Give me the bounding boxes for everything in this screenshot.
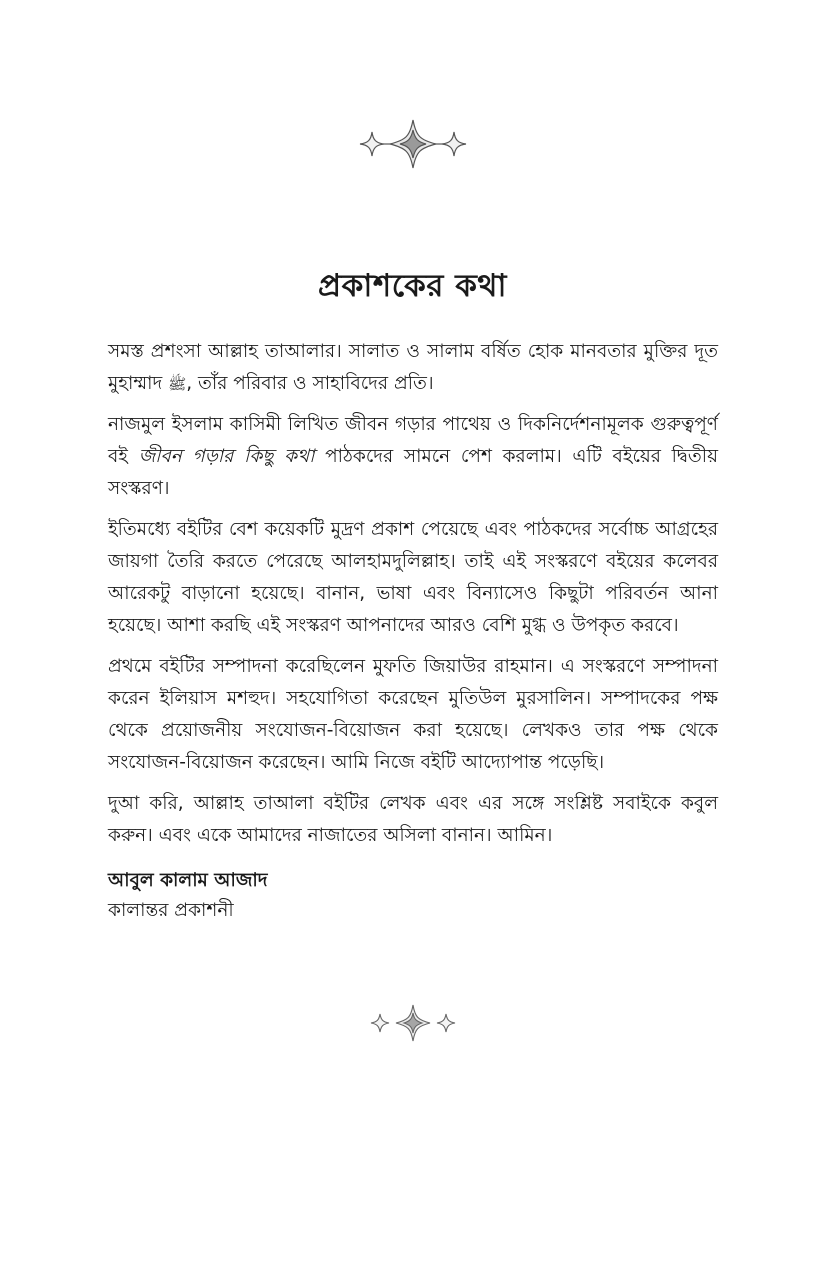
paragraph-4: প্রথমে বইটির সম্পাদনা করেছিলেন মুফতি জিয়াউর রাহমান। এ সংস্করণে সম্পাদনা করেন ইলিয়াস মশহুদ। সহযোগিতা করেছেন মুতিউল মুরসালিন। সম্পাদকের পক্ষ থেকে প্রয়োজনীয় সংযোজন-বিয়োজন করা হয়েছে। লেখকও তার পক্ষ থেকে সংযোজন-বিয়োজন করেছেন। আমি নিজে বইটি আদ্যোপান্ত পড়েছি। [108,656,718,773]
signature-block [108,866,268,926]
body-text [108,336,718,861]
bottom-ornament [0,1003,825,1043]
paragraph-1-start: সমস্ত প্রশংসা আল্লাহ তাআলার। সালাত ও সালাম বর্ষিত হোক মানবতার মুক্তির দূত মুহাম্মাদ [108,341,718,394]
paragraph-1 [108,336,718,400]
author-name: আবুল কালাম আজাদ [108,870,268,891]
salawat-glyph: ﷺ [168,375,187,393]
star-flourish-icon [358,118,468,170]
paragraph-1-end: , তাঁর পরিবার ও সাহাবিদের প্রতি। [186,373,434,394]
paragraph-5: দুআ করি, আল্লাহ তাআলা বইটির লেখক এবং এর সঙ্গে সংশ্লিষ্ট সবাইকে কবুল করুন। এবং একে আমাদের নাজাতের অসিলা বানান। আমিন। [108,793,718,846]
top-ornament [0,118,825,170]
paragraph-3: ইতিমধ্যে বইটির বেশ কয়েকটি মুদ্রণ প্রকাশ পেয়েছে এবং পাঠকদের সর্বোচ্চ আগ্রহের জায়গা তৈরি করতে পেরেছে আলহামদুলিল্লাহ। তাই এই সংস্করণে বইয়ের কলেবর আরেকটু বাড়ানো হয়েছে। বানান, ভাষা এবং বিন্যাসেও কিছুটা পরিবর্তন আনা হয়েছে। আশা করছি এই সংস্করণ আপনাদের আরও বেশি মুগ্ধ ও উপকৃত করবে। [108,519,718,636]
book-title: জীবন গড়ার কিছু কথা [138,446,315,467]
paragraph-2-end: পাঠকদের সামনে পেশ করলাম। এটি বইয়ের দ্বিতীয় সংস্করণ। [108,446,718,499]
page-title: প্রকাশকের কথা [318,268,507,304]
publisher-name: কালান্তর প্রকাশনী [108,900,234,921]
paragraph-2 [108,409,718,505]
paragraph-2-start: নাজমুল ইসলাম কাসিমী লিখিত জীবন গড়ার পাথেয় ও দিকনির্দেশনামূলক গুরুত্বপূর্ণ বই [108,414,718,467]
star-flourish-icon [368,1003,458,1043]
